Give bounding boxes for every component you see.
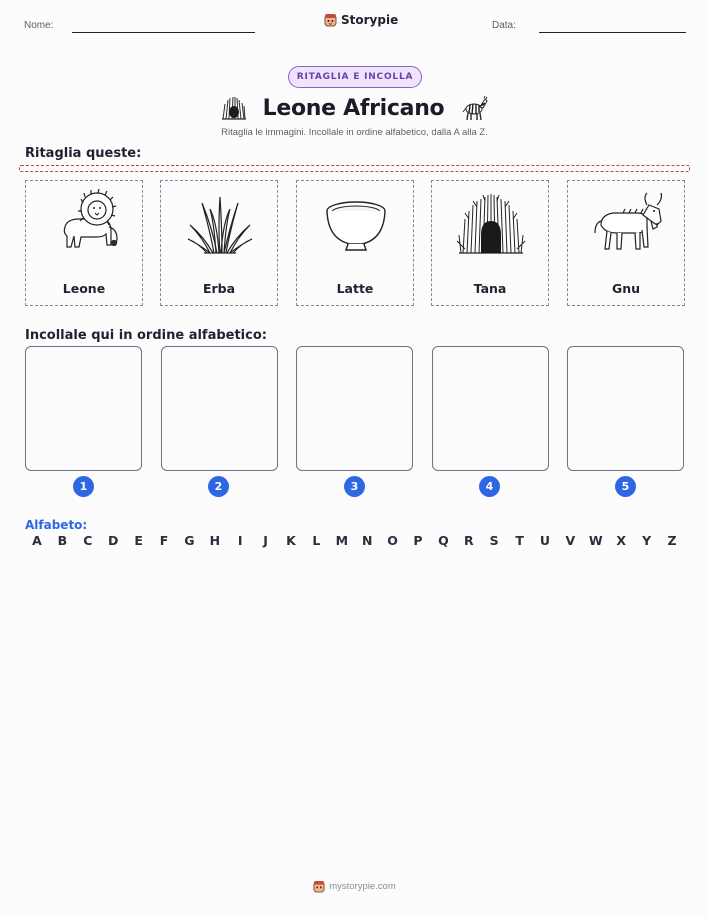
card-label: Gnu <box>611 281 641 296</box>
name-label: Nome: <box>24 20 54 31</box>
paste-slot-3[interactable] <box>296 346 413 471</box>
den-icon <box>451 189 531 259</box>
alphabet-letter: N <box>361 533 373 548</box>
alphabet-letter: J <box>263 533 268 548</box>
cut-card-milk[interactable] <box>296 180 414 306</box>
storypie-mascot-icon <box>313 880 325 893</box>
card-label: Erba <box>202 281 236 296</box>
den-icon <box>221 96 247 120</box>
date-line[interactable] <box>539 32 686 33</box>
date-label: Data: <box>492 20 516 31</box>
cut-card-lion[interactable] <box>25 180 143 306</box>
wildebeest-icon <box>587 189 667 259</box>
alphabet-letter: H <box>209 533 221 548</box>
alphabet-letter: U <box>539 533 551 548</box>
alphabet-letter: D <box>107 533 119 548</box>
alphabet-letter: Y <box>642 533 652 548</box>
storypie-mascot-icon <box>324 13 337 27</box>
alphabet-letter: F <box>159 533 169 548</box>
alphabet-letter: V <box>565 533 576 548</box>
slot-number-2: 2 <box>208 476 229 497</box>
alphabet-letter: M <box>335 533 349 548</box>
paste-slot-4[interactable] <box>432 346 549 471</box>
alphabet-letter: K <box>286 533 296 548</box>
alphabet-letter: B <box>57 533 68 548</box>
alphabet-letter: Q <box>438 533 449 548</box>
slot-number-5: 5 <box>615 476 636 497</box>
cut-section-title: Ritaglia queste: <box>25 146 142 161</box>
alphabet-letter: A <box>32 533 42 548</box>
title-text: Leone Africano <box>262 95 445 121</box>
paste-section-title: Incollale qui in ordine alfabetico: <box>25 328 267 343</box>
cut-card-den[interactable] <box>431 180 549 306</box>
card-label: Latte <box>336 281 374 296</box>
footer <box>0 880 709 893</box>
alphabet-row <box>25 533 684 551</box>
alphabet-letter: C <box>83 533 93 548</box>
instructions: Ritaglia le immagini. Incollale in ordine alfabetico, dalla A alla Z. <box>221 127 488 138</box>
cut-line <box>19 165 690 172</box>
alphabet-letter: E <box>134 533 143 548</box>
name-line[interactable] <box>72 32 255 33</box>
zebra-icon <box>460 95 488 121</box>
alphabet-letter: I <box>237 533 243 548</box>
alphabet-letter: O <box>387 533 398 548</box>
alphabet-letter: W <box>588 533 603 548</box>
alphabet-letter: X <box>616 533 626 548</box>
cut-card-gnu[interactable] <box>567 180 685 306</box>
alphabet-letter: R <box>463 533 474 548</box>
alphabet-letter: L <box>312 533 321 548</box>
alphabet-letter: P <box>413 533 423 548</box>
card-label: Leone <box>62 281 106 296</box>
footer-url[interactable]: mystorypie.com <box>329 881 396 892</box>
alphabet-letter: T <box>515 533 524 548</box>
paste-slot-5[interactable] <box>567 346 684 471</box>
slot-number-1: 1 <box>73 476 94 497</box>
page-title <box>0 93 709 123</box>
alphabet-title: Alfabeto: <box>25 518 88 532</box>
lion-icon <box>45 189 125 259</box>
paste-slot-1[interactable] <box>25 346 142 471</box>
grass-icon <box>180 189 260 259</box>
slot-number-4: 4 <box>479 476 500 497</box>
card-label: Tana <box>473 281 507 296</box>
alphabet-letter: S <box>489 533 499 548</box>
alphabet-letter: Z <box>667 533 677 548</box>
milk-bowl-icon <box>316 189 396 259</box>
activity-badge: RITAGLIA E INCOLLA <box>288 66 422 88</box>
brand-logo <box>324 13 398 27</box>
paste-slot-2[interactable] <box>161 346 278 471</box>
cut-card-grass[interactable] <box>160 180 278 306</box>
brand-name: Storypie <box>341 13 399 27</box>
slot-number-3: 3 <box>344 476 365 497</box>
alphabet-letter: G <box>184 533 195 548</box>
